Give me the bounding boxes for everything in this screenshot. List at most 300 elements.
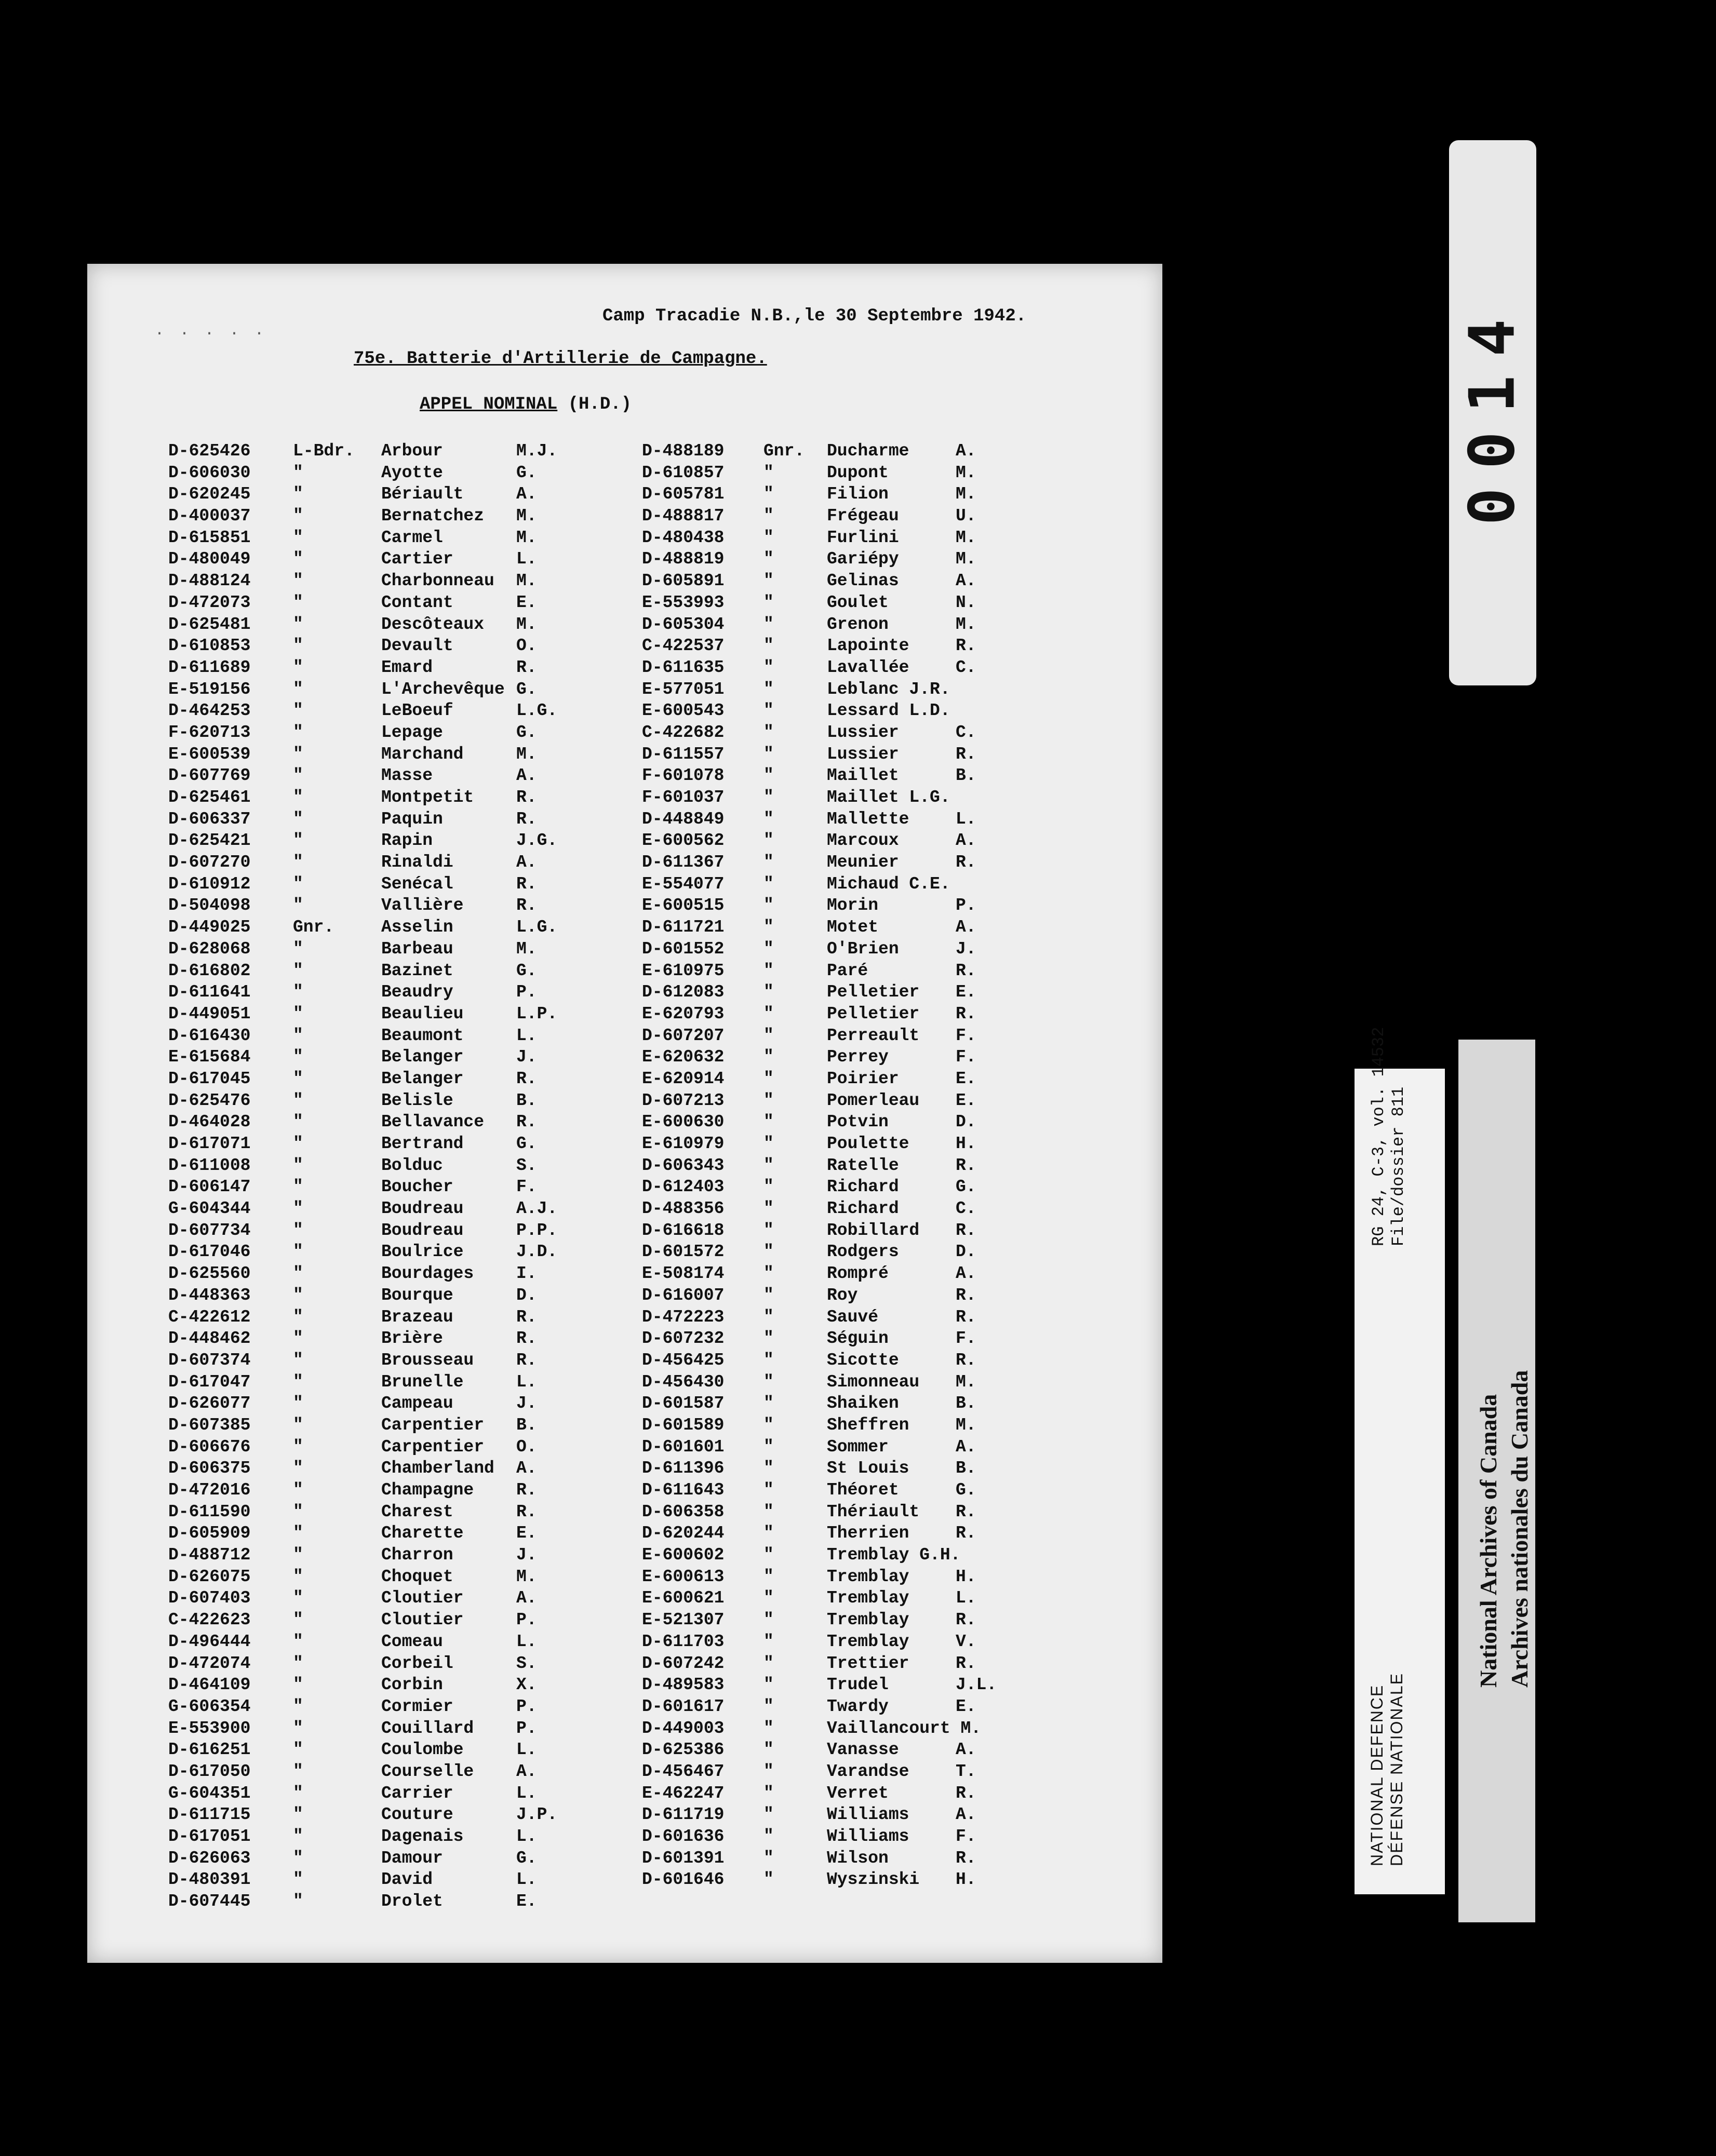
service-number: D-616007 <box>642 1285 725 1305</box>
service-number: D-464109 <box>168 1675 251 1695</box>
rank: " <box>763 1177 774 1197</box>
service-number: D-606343 <box>642 1155 725 1175</box>
rank: " <box>293 1696 303 1716</box>
service-number: E-600602 <box>642 1545 725 1565</box>
surname: Lussier <box>827 744 899 764</box>
service-number: D-464028 <box>168 1112 251 1132</box>
service-number: D-616251 <box>168 1740 251 1760</box>
service-number: D-607403 <box>168 1588 251 1608</box>
surname: Robillard <box>827 1220 920 1240</box>
surname: Maillet <box>827 766 899 786</box>
archives-text <box>1473 1370 1535 1688</box>
service-number: E-521307 <box>642 1610 725 1630</box>
rank: " <box>763 1026 774 1045</box>
rank: " <box>293 636 303 656</box>
initials: D. <box>956 1242 976 1262</box>
service-number: D-606030 <box>168 463 251 482</box>
surname: Descôteaux <box>381 614 485 634</box>
surname: Carpentier <box>381 1415 485 1435</box>
service-number: D-616802 <box>168 961 251 980</box>
rank: " <box>763 657 774 677</box>
service-number: E-577051 <box>642 679 725 699</box>
initials: R. <box>956 1350 976 1370</box>
initials: M. <box>956 1415 976 1435</box>
initials: L. <box>516 549 537 569</box>
rank: " <box>293 1675 303 1695</box>
surname: Richard <box>827 1177 899 1197</box>
surname: Paré <box>827 961 868 980</box>
surname: Vaillancourt M. <box>827 1718 982 1738</box>
service-number: D-607232 <box>642 1329 725 1349</box>
rank: " <box>293 961 303 980</box>
initials: E. <box>516 1524 537 1543</box>
rank: " <box>763 1415 774 1435</box>
service-number: D-605781 <box>642 484 725 504</box>
service-number: E-600613 <box>642 1567 725 1586</box>
initials: M. <box>956 528 976 547</box>
surname: Coulombe <box>381 1740 464 1760</box>
initials: A. <box>516 766 537 786</box>
rank: " <box>293 1761 303 1781</box>
roll-title <box>420 395 632 414</box>
initials: M. <box>956 463 976 482</box>
rank: " <box>293 614 303 634</box>
service-number: D-617050 <box>168 1761 251 1781</box>
rank: " <box>293 1415 303 1435</box>
initials: R. <box>956 1220 976 1240</box>
rank: " <box>293 722 303 742</box>
rank: " <box>293 1610 303 1630</box>
rank: " <box>293 939 303 959</box>
surname: Wyszinski <box>827 1870 920 1890</box>
surname: St Louis <box>827 1459 909 1478</box>
service-number: E-600515 <box>642 896 725 915</box>
surname: Vallière <box>381 896 464 915</box>
rank: " <box>763 1545 774 1565</box>
surname: Frégeau <box>827 506 899 526</box>
surname: Drolet <box>381 1892 443 1911</box>
service-number: D-605304 <box>642 614 725 634</box>
service-number: F-620713 <box>168 722 251 742</box>
initials: T. <box>956 1761 976 1781</box>
surname: Dupont <box>827 463 889 482</box>
service-number: D-626077 <box>168 1394 251 1413</box>
service-number: D-620245 <box>168 484 251 504</box>
rank: " <box>763 506 774 526</box>
surname: Meunier <box>827 853 899 872</box>
service-number: G-606354 <box>168 1696 251 1716</box>
rank: " <box>763 1220 774 1240</box>
frame-number-stamp <box>1449 140 1536 685</box>
rank: " <box>763 679 774 699</box>
service-number: D-607207 <box>642 1026 725 1045</box>
service-number: D-611715 <box>168 1805 251 1825</box>
surname: Lavallée <box>827 657 909 677</box>
rank: " <box>293 744 303 764</box>
rank: " <box>763 1653 774 1673</box>
rank: " <box>763 1632 774 1651</box>
initials: L. <box>956 809 976 829</box>
service-number: D-488817 <box>642 506 725 526</box>
rank: " <box>763 1199 774 1219</box>
initials: R. <box>516 788 537 807</box>
service-number: D-504098 <box>168 896 251 915</box>
rank: " <box>763 1588 774 1608</box>
service-number: D-606337 <box>168 809 251 829</box>
service-number: D-601589 <box>642 1415 725 1435</box>
surname: Corbeil <box>381 1653 453 1673</box>
rank: " <box>293 484 303 504</box>
service-number: E-600562 <box>642 831 725 851</box>
surname: Mallette <box>827 809 909 829</box>
initials: L. <box>516 1026 537 1045</box>
initials: R. <box>956 1307 976 1327</box>
service-number: D-489583 <box>642 1675 725 1695</box>
surname: Lussier <box>827 722 899 742</box>
initials: M. <box>516 614 537 634</box>
rank: " <box>763 831 774 851</box>
surname: Belanger <box>381 1047 464 1067</box>
initials: B. <box>516 1415 537 1435</box>
initials: P. <box>516 1610 537 1630</box>
rank: " <box>763 1372 774 1392</box>
service-number: D-400037 <box>168 506 251 526</box>
rank: " <box>293 1632 303 1651</box>
date-line: Camp Tracadie N.B.,le 30 Septembre 1942. <box>602 306 1027 326</box>
rank: " <box>763 722 774 742</box>
initials: L. <box>516 1827 537 1846</box>
surname: Sicotte <box>827 1350 899 1370</box>
initials: P. <box>516 1696 537 1716</box>
surname: Filion <box>827 484 889 504</box>
initials: E. <box>956 1696 976 1716</box>
rank: " <box>293 1329 303 1349</box>
initials: R. <box>516 874 537 894</box>
surname: Barbeau <box>381 939 453 959</box>
surname: Bériault <box>381 484 464 504</box>
rank: L-Bdr. <box>293 441 355 461</box>
surname: Boucher <box>381 1177 453 1197</box>
initials: P. <box>956 896 976 915</box>
surname: Gelinas <box>827 571 899 591</box>
initials: H. <box>956 1567 976 1586</box>
surname: Williams <box>827 1827 909 1846</box>
service-number: D-620244 <box>642 1524 725 1543</box>
service-number: D-607385 <box>168 1415 251 1435</box>
service-number: E-600621 <box>642 1588 725 1608</box>
initials: R. <box>516 1502 537 1521</box>
surname: Goulet <box>827 592 889 612</box>
rank: " <box>293 549 303 569</box>
service-number: D-601636 <box>642 1827 725 1846</box>
initials: L.P. <box>516 1004 558 1023</box>
service-number: D-448363 <box>168 1285 251 1305</box>
surname: Rinaldi <box>381 853 453 872</box>
initials: I. <box>516 1264 537 1284</box>
service-number: D-472074 <box>168 1653 251 1673</box>
service-number: D-449051 <box>168 1004 251 1023</box>
rank: " <box>763 1242 774 1262</box>
initials: D. <box>516 1285 537 1305</box>
surname: Rompré <box>827 1264 889 1284</box>
service-number: D-625481 <box>168 614 251 634</box>
service-number: D-449003 <box>642 1718 725 1738</box>
surname: Carpentier <box>381 1437 485 1457</box>
rank: " <box>293 1394 303 1413</box>
surname: Michaud C.E. <box>827 874 950 894</box>
roll-title-suffix: (H.D.) <box>557 395 632 414</box>
initials: L. <box>516 1740 537 1760</box>
surname: Champagne <box>381 1480 474 1500</box>
initials: R. <box>956 1783 976 1803</box>
rank: " <box>293 1350 303 1370</box>
rank: " <box>763 1848 774 1868</box>
surname: Perrey <box>827 1047 889 1067</box>
service-number: D-607769 <box>168 766 251 786</box>
rank: " <box>293 1199 303 1219</box>
rank: " <box>293 1177 303 1197</box>
rank: " <box>763 614 774 634</box>
surname: Pelletier <box>827 1004 920 1023</box>
surname: Wilson <box>827 1848 889 1868</box>
surname: Couillard <box>381 1718 474 1738</box>
surname: Perreault <box>827 1026 920 1045</box>
initials: R. <box>516 809 537 829</box>
initials: B. <box>516 1090 537 1110</box>
service-number: C-422612 <box>168 1307 251 1327</box>
service-number: D-601391 <box>642 1848 725 1868</box>
service-number: D-625461 <box>168 788 251 807</box>
service-number: E-600539 <box>168 744 251 764</box>
initials: R. <box>516 1069 537 1088</box>
rank: " <box>763 1783 774 1803</box>
surname: Trettier <box>827 1653 909 1673</box>
rank: " <box>293 657 303 677</box>
rank: " <box>293 853 303 872</box>
initials: P. <box>516 1718 537 1738</box>
service-number: D-606358 <box>642 1502 725 1521</box>
service-number: D-607270 <box>168 853 251 872</box>
rank: " <box>763 528 774 547</box>
surname: Ratelle <box>827 1155 899 1175</box>
initials: R. <box>516 1350 537 1370</box>
surname: Poulette <box>827 1134 909 1153</box>
service-number: E-600630 <box>642 1112 725 1132</box>
rank: " <box>293 1740 303 1760</box>
surname: Sauvé <box>827 1307 879 1327</box>
rank: " <box>763 701 774 721</box>
initials: M. <box>956 484 976 504</box>
rank: " <box>293 831 303 851</box>
service-number: D-625476 <box>168 1090 251 1110</box>
rank: " <box>763 918 774 937</box>
service-number: E-553993 <box>642 592 725 612</box>
rank: " <box>293 679 303 699</box>
rank: " <box>293 1567 303 1586</box>
service-number: E-615684 <box>168 1047 251 1067</box>
initials: J.D. <box>516 1242 558 1262</box>
service-number: E-610975 <box>642 961 725 980</box>
surname: Théoret <box>827 1480 899 1500</box>
surname: Contant <box>381 592 453 612</box>
initials: J. <box>516 1545 537 1565</box>
initials: M. <box>516 528 537 547</box>
initials: B. <box>956 766 976 786</box>
initials: A. <box>956 441 976 461</box>
rank: " <box>763 463 774 482</box>
initials: R. <box>956 961 976 980</box>
initials: A. <box>956 1740 976 1760</box>
initials: S. <box>516 1653 537 1673</box>
service-number: D-611643 <box>642 1480 725 1500</box>
service-number: D-449025 <box>168 918 251 937</box>
rank: " <box>293 592 303 612</box>
rank: " <box>763 961 774 980</box>
service-number: D-464253 <box>168 701 251 721</box>
rank: " <box>763 1004 774 1023</box>
service-number: D-617051 <box>168 1827 251 1846</box>
initials: A. <box>516 853 537 872</box>
rank: " <box>763 1329 774 1349</box>
service-number: E-508174 <box>642 1264 725 1284</box>
rank: " <box>763 1350 774 1370</box>
surname: Trudel <box>827 1675 889 1695</box>
initials: M. <box>516 571 537 591</box>
surname: Vanasse <box>827 1740 899 1760</box>
initials: O. <box>516 1437 537 1457</box>
rank: " <box>293 1069 303 1088</box>
service-number: D-480049 <box>168 549 251 569</box>
initials: M. <box>956 549 976 569</box>
rank: " <box>293 1805 303 1825</box>
service-number: D-612403 <box>642 1177 725 1197</box>
service-number: D-610912 <box>168 874 251 894</box>
surname: Tremblay <box>827 1567 909 1586</box>
rank: " <box>293 701 303 721</box>
rank: " <box>293 1155 303 1175</box>
rank: " <box>763 1090 774 1110</box>
service-number: D-611719 <box>642 1805 725 1825</box>
initials: A.J. <box>516 1199 558 1219</box>
service-number: D-601646 <box>642 1870 725 1890</box>
initials: E. <box>516 592 537 612</box>
rank: " <box>293 1242 303 1262</box>
service-number: C-422623 <box>168 1610 251 1630</box>
surname: Brousseau <box>381 1350 474 1370</box>
surname: Poirier <box>827 1069 899 1088</box>
rank: " <box>293 1134 303 1153</box>
rank: " <box>763 853 774 872</box>
surname: Rapin <box>381 831 433 851</box>
service-number: D-488189 <box>642 441 725 461</box>
initials: F. <box>956 1047 976 1067</box>
rank: " <box>293 1588 303 1608</box>
initials: F. <box>956 1827 976 1846</box>
rank: " <box>763 1112 774 1132</box>
surname: Charron <box>381 1545 453 1565</box>
rank: Gnr. <box>293 918 334 937</box>
rank: " <box>763 1394 774 1413</box>
surname: Bellavance <box>381 1112 485 1132</box>
initials: J.P. <box>516 1805 558 1825</box>
surname: Marchand <box>381 744 464 764</box>
service-number: G-604351 <box>168 1783 251 1803</box>
surname: Bourque <box>381 1285 453 1305</box>
service-number: D-607445 <box>168 1892 251 1911</box>
service-number: D-488356 <box>642 1199 725 1219</box>
service-number: D-606147 <box>168 1177 251 1197</box>
service-number: E-620793 <box>642 1004 725 1023</box>
rank: " <box>293 1653 303 1673</box>
service-number: D-480438 <box>642 528 725 547</box>
surname: Chamberland <box>381 1459 494 1478</box>
service-number: C-422537 <box>642 636 725 656</box>
service-number: G-604344 <box>168 1199 251 1219</box>
initials: E. <box>956 1090 976 1110</box>
surname: Rodgers <box>827 1242 899 1262</box>
margin-marks: . . . . . <box>155 322 267 340</box>
archive-reference-text <box>1369 1027 1409 1246</box>
surname: Shaiken <box>827 1394 899 1413</box>
initials: F. <box>956 1026 976 1045</box>
service-number: D-626063 <box>168 1848 251 1868</box>
surname: Bourdages <box>381 1264 474 1284</box>
rank: " <box>293 1870 303 1890</box>
service-number: D-607242 <box>642 1653 725 1673</box>
initials: F. <box>956 1329 976 1349</box>
service-number: D-456467 <box>642 1761 725 1781</box>
department-en: NATIONAL DEFENCE <box>1368 1684 1386 1866</box>
initials: G. <box>516 463 537 482</box>
initials: L.G. <box>516 918 558 937</box>
initials: H. <box>956 1870 976 1890</box>
initials: A. <box>956 571 976 591</box>
surname: Cloutier <box>381 1610 464 1630</box>
surname: Carrier <box>381 1783 453 1803</box>
rank: " <box>763 1870 774 1890</box>
initials: A. <box>956 1805 976 1825</box>
initials: M.J. <box>516 441 558 461</box>
initials: M. <box>516 506 537 526</box>
rank: " <box>763 1285 774 1305</box>
initials: R. <box>516 1480 537 1500</box>
rank: " <box>763 1437 774 1457</box>
surname: Marcoux <box>827 831 899 851</box>
surname: Devault <box>381 636 453 656</box>
surname: Maillet L.G. <box>827 788 950 807</box>
initials: R. <box>956 1285 976 1305</box>
surname: Richard <box>827 1199 899 1219</box>
rank: " <box>763 1675 774 1695</box>
surname: L'Archevêque <box>381 679 505 699</box>
service-number: D-456425 <box>642 1350 725 1370</box>
surname: Cloutier <box>381 1588 464 1608</box>
surname: Couture <box>381 1805 453 1825</box>
surname: Brunelle <box>381 1372 464 1392</box>
service-number: D-488712 <box>168 1545 251 1565</box>
rank: " <box>293 896 303 915</box>
surname: Dagenais <box>381 1827 464 1846</box>
surname: Choquet <box>381 1567 453 1586</box>
service-number: D-601617 <box>642 1696 725 1716</box>
rank: " <box>763 636 774 656</box>
surname: Belisle <box>381 1090 453 1110</box>
service-number: D-625386 <box>642 1740 725 1760</box>
initials: A. <box>956 918 976 937</box>
surname: Emard <box>381 657 433 677</box>
initials: P. <box>516 982 537 1002</box>
archives-en: National Archives of Canada <box>1475 1394 1502 1688</box>
